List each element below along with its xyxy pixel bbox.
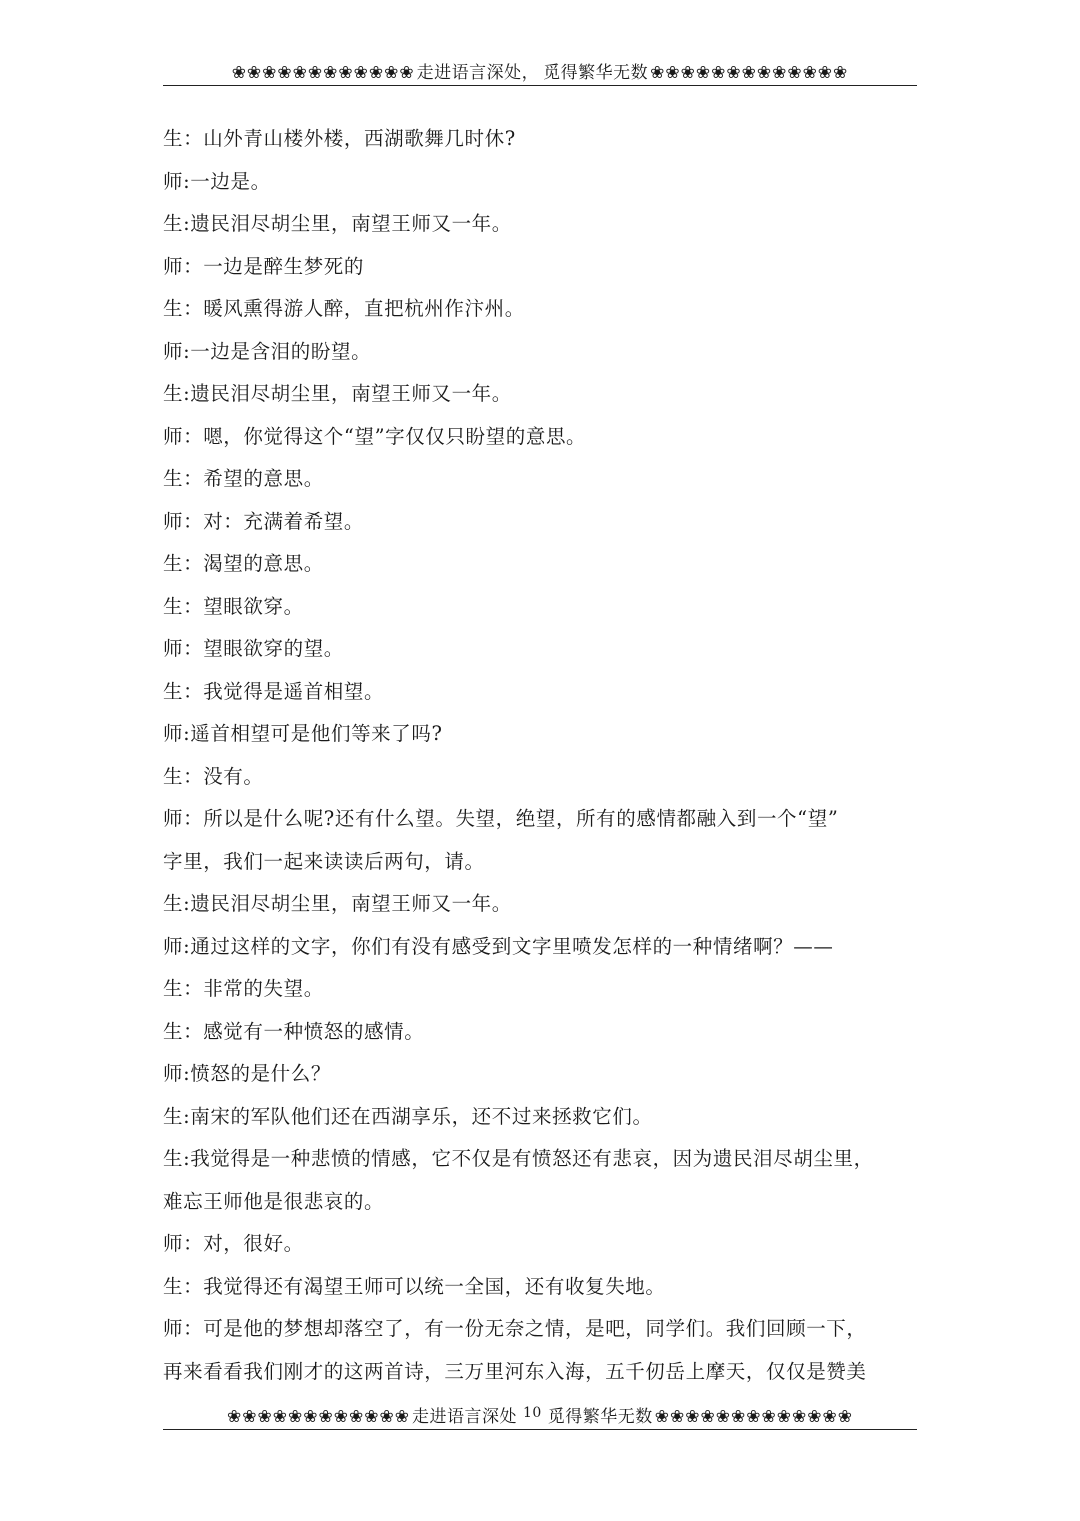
dialogue-line: 生：希望的意思。 (163, 467, 324, 490)
header-right-ornament: ❀❀❀❀❀❀❀❀❀❀❀❀❀ (650, 63, 849, 83)
dialogue-body (163, 118, 923, 1393)
dialogue-line: 师：所以是什么呢?还有什么望。失望，绝望，所有的感情都融入到一个“望” (163, 807, 839, 830)
dialogue-line: 师：对：充满着希望。 (163, 509, 365, 533)
header-motto-right: 觅得繁华无数 (543, 63, 649, 83)
dialogue-line: 生:遗民泪尽胡尘里，南望王师又一年。 (163, 382, 512, 405)
page-number: 10 (522, 1405, 542, 1421)
dialogue-line: 生：渴望的意思。 (163, 552, 324, 575)
dialogue-line: 生：没有。 (163, 764, 264, 788)
footer-left-ornament: ❀❀❀❀❀❀❀❀❀❀❀❀ (227, 1407, 410, 1427)
dialogue-line: 生：暖风熏得游人醉，直把杭州作汴州。 (163, 297, 525, 320)
dialogue-line: 师：对，很好。 (163, 1232, 304, 1255)
dialogue-line: 生：山外青山楼外楼，西湖歌舞几时休? (163, 127, 516, 150)
dialogue-line: 师:愤怒的是什么？ (163, 1062, 331, 1085)
header-motto-left: 走进语言深处， (416, 63, 540, 83)
dialogue-line: 生：非常的失望。 (163, 977, 324, 1000)
header-left-ornament: ❀❀❀❀❀❀❀❀❀❀❀❀ (231, 63, 415, 83)
dialogue-line: 师:一边是含泪的盼望。 (163, 339, 372, 363)
dialogue-line: 生：我觉得还有渴望王师可以统一全国，还有收复失地。 (163, 1274, 666, 1298)
footer-right-ornament: ❀❀❀❀❀❀❀❀❀❀❀❀❀ (654, 1407, 853, 1427)
dialogue-line: 再来看看我们刚才的这两首诗，三万里河东入海，五千仞岳上摩天，仅仅是赞美 (163, 1359, 867, 1383)
page-footer (163, 1400, 917, 1430)
dialogue-line: 生:遗民泪尽胡尘里，南望王师又一年。 (163, 212, 512, 235)
dialogue-line: 生:遗民泪尽胡尘里，南望王师又一年。 (163, 892, 512, 915)
dialogue-line: 师:一边是。 (163, 169, 271, 193)
dialogue-line: 生：感觉有一种愤怒的感情。 (163, 1019, 425, 1043)
dialogue-line: 师：可是他的梦想却落空了，有一份无奈之情，是吧，同学们。我们回顾一下， (163, 1317, 867, 1340)
dialogue-line: 生:我觉得是一种悲愤的情感，它不仅是有愤怒还有悲哀，因为遗民泪尽胡尘里， (163, 1147, 874, 1170)
dialogue-line: 字里，我们一起来读读后两句，请。 (163, 849, 485, 873)
dialogue-line: 师:通过这样的文字，你们有没有感受到文字里喷发怎样的一种情绪啊？—— (163, 934, 834, 958)
dialogue-line: 师：一边是醉生梦死的 (163, 254, 365, 278)
footer-motto-right: 觅得繁华无数 (547, 1407, 653, 1427)
dialogue-line: 师：嗯，你觉得这个“望”字仅仅只盼望的意思。 (163, 424, 587, 448)
page-header (163, 58, 917, 86)
dialogue-line: 师：望眼欲穿的望。 (163, 637, 344, 660)
dialogue-line: 生:南宋的军队他们还在西湖享乐，还不过来拯救它们。 (163, 1104, 653, 1128)
dialogue-line: 师:遥首相望可是他们等来了吗? (163, 722, 443, 745)
dialogue-line: 难忘王师他是很悲哀的。 (163, 1189, 385, 1213)
dialogue-line: 生：我觉得是遥首相望。 (163, 679, 385, 703)
footer-motto-left: 走进语言深处 (411, 1407, 517, 1427)
dialogue-line: 生：望眼欲穿。 (163, 594, 304, 618)
